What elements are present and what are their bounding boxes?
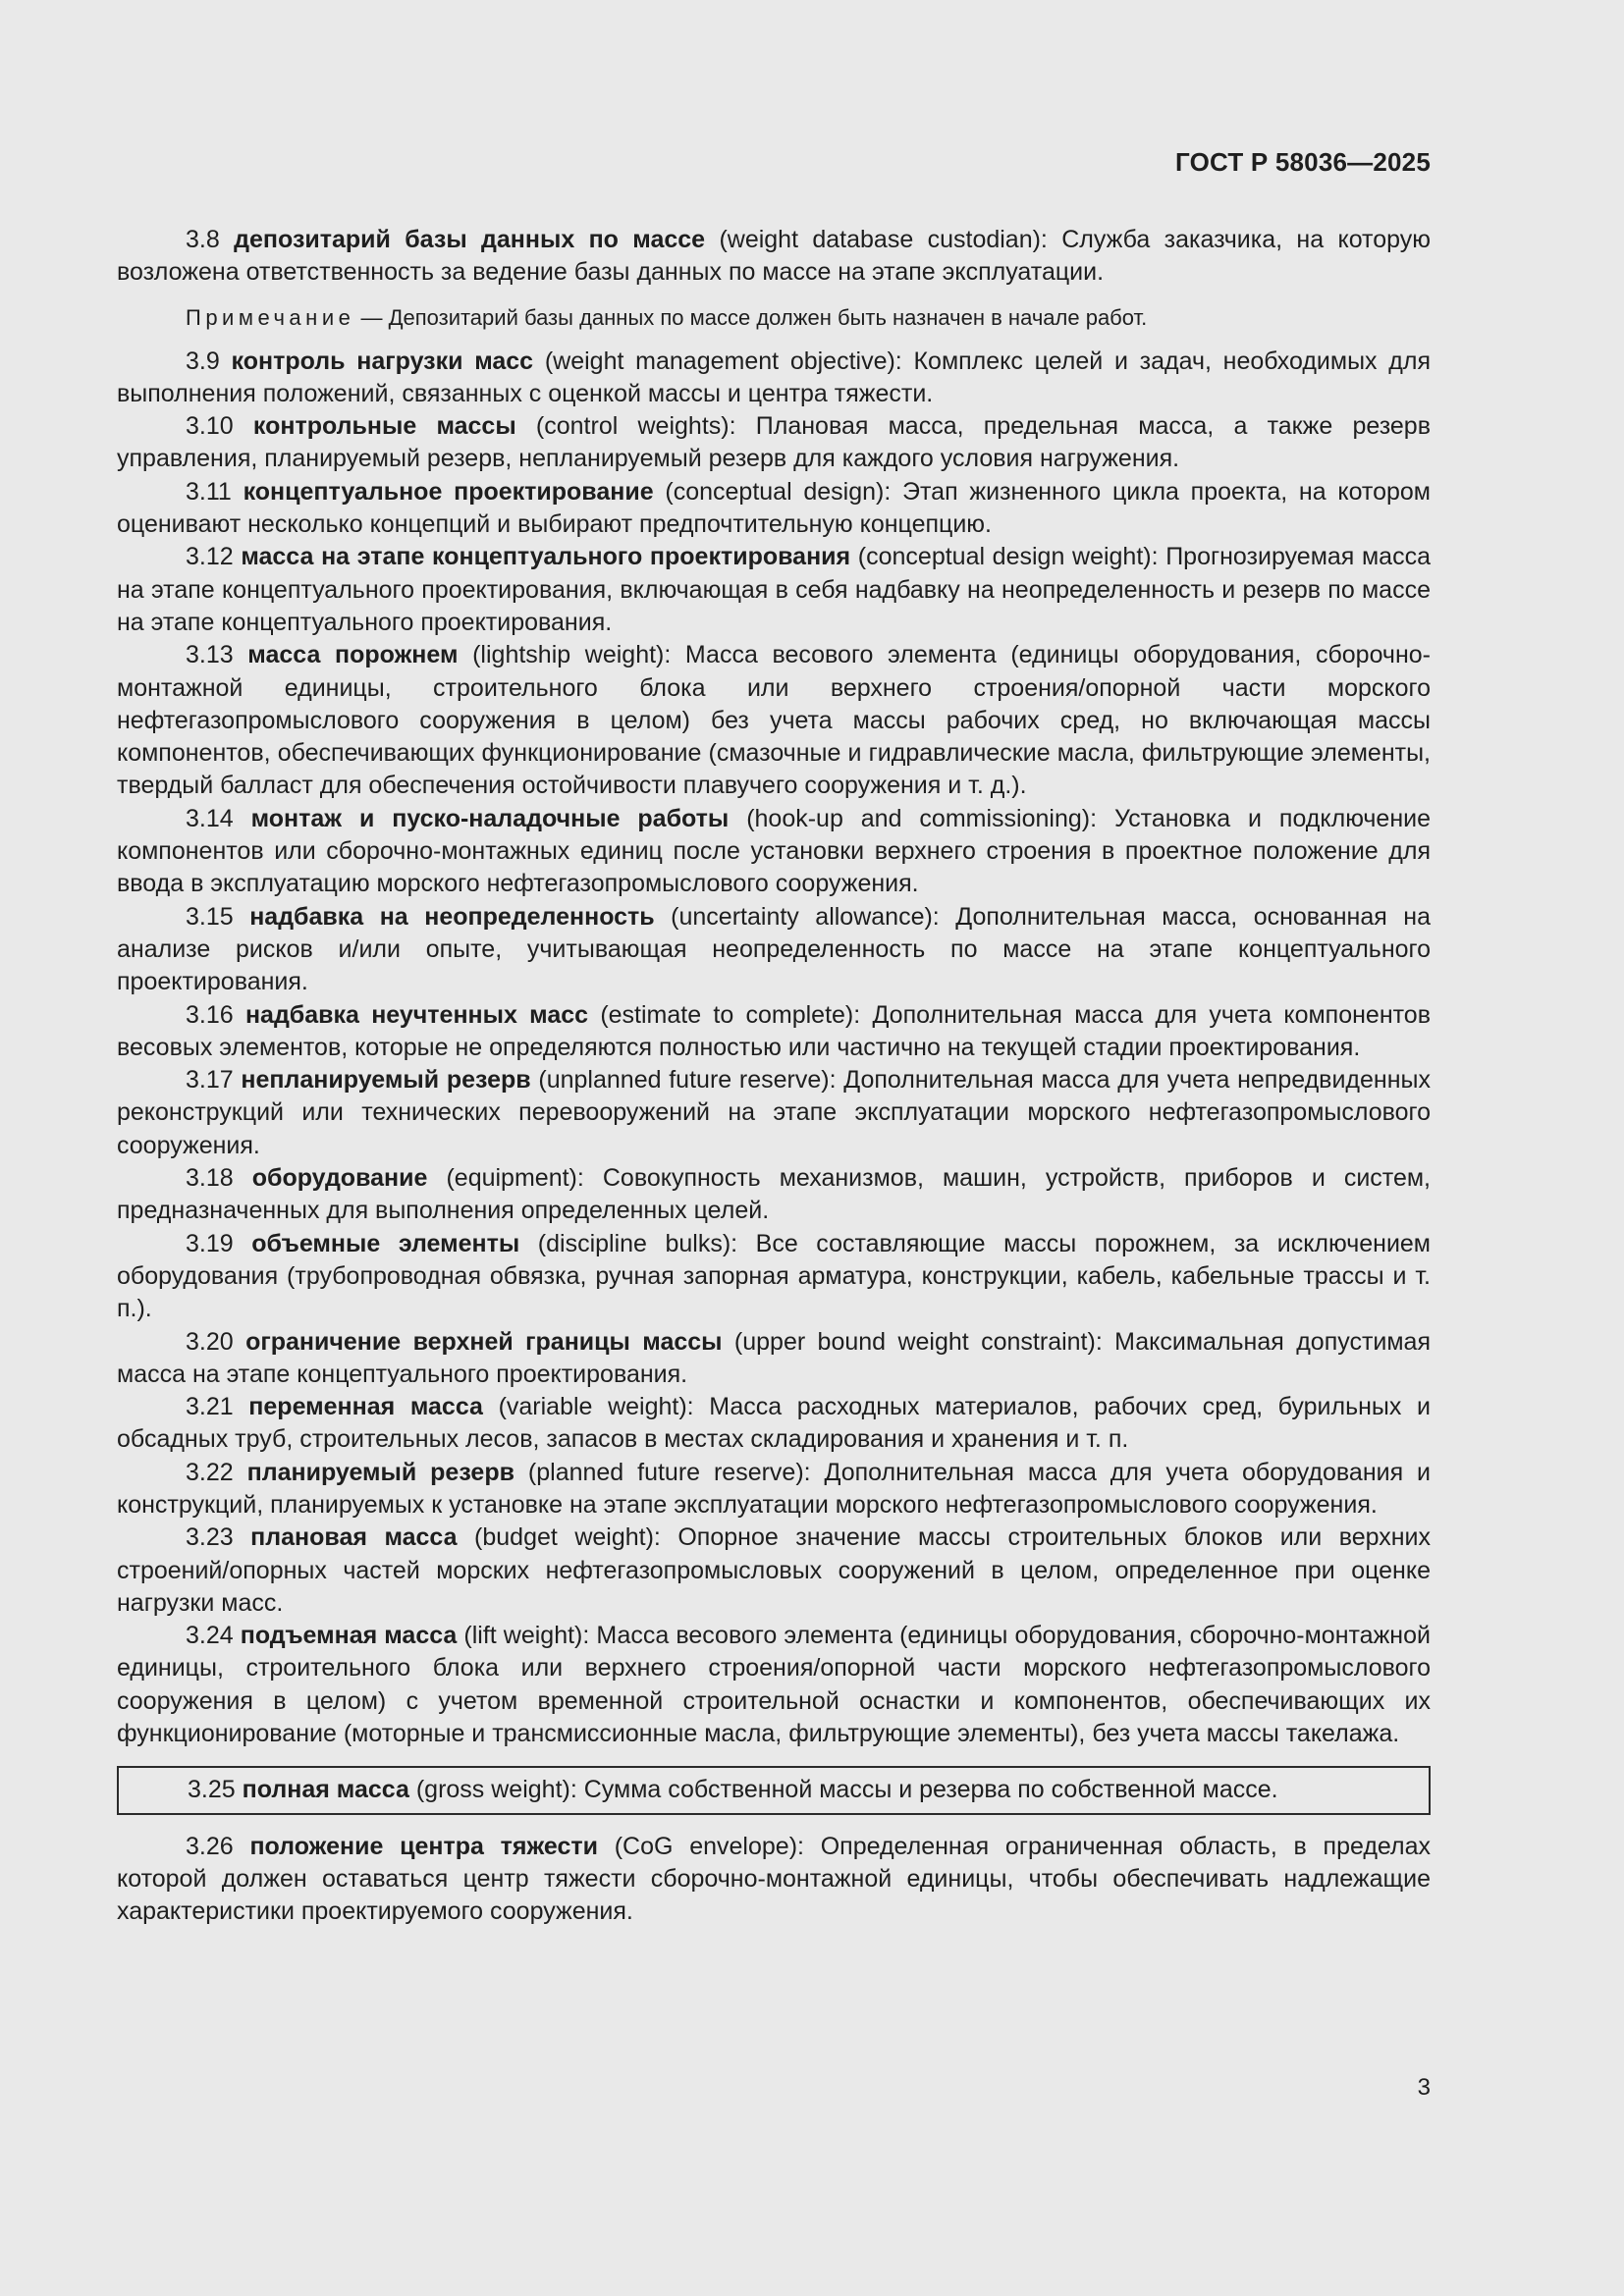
term-number: 3.14 xyxy=(186,804,234,832)
term-3-21 xyxy=(117,1391,1431,1457)
term-definition: (unplanned future reserve): Дополнительная масса для учета непредвиденных реконструкций или технических перевооружений на этапе эксплуатации морского нефтегазопромыслового сооружения. xyxy=(117,1066,1431,1159)
note-text: — Депозитарий базы данных по массе должен быть назначен в начале работ. xyxy=(354,304,1148,330)
term-definition: (planned future reserve): Дополнительная масса для учета оборудования и конструкций, планируемых к установке на этапе эксплуатации морского нефтегазопромыслового сооружения. xyxy=(117,1458,1432,1519)
term-number: 3.25 xyxy=(188,1776,236,1804)
term-number: 3.11 xyxy=(186,477,232,506)
term-number: 3.26 xyxy=(186,1832,234,1860)
term-definition: (conceptual design): Этап жизненного цикла проекта, на котором оценивают несколько концепций и выбирают предпочтительную концепцию. xyxy=(117,477,1431,539)
term-number: 3.21 xyxy=(186,1393,234,1421)
term-title: депозитарий базы данных по массе xyxy=(234,226,706,253)
term-3-10 xyxy=(117,410,1431,476)
term-title: масса порожнем xyxy=(247,641,459,669)
term-definition: (conceptual design weight): Прогнозируемая масса на этапе концептуального проектирования, включающая в себя надбавку на неопределенность и резерв по массе на этапе концептуального проектирования. xyxy=(117,543,1431,636)
term-3-11 xyxy=(117,476,1431,542)
term-3-25 xyxy=(119,1774,1415,1806)
term-title: надбавка неучтенных масс xyxy=(244,1000,589,1029)
term-3-16 xyxy=(117,999,1431,1065)
term-title: масса на этапе концептуального проектирования xyxy=(241,543,851,571)
term-title: объемные элементы xyxy=(251,1229,520,1257)
term-title: концептуальное проектирование xyxy=(243,477,654,506)
term-title: оборудование xyxy=(251,1164,428,1193)
term-definition: (discipline bulks): Все составляющие массы порожнем, за исключением оборудования (трубопроводная обвязка, ручная запорная арматура, конструкции, кабель, кабельные трассы и т. п.). xyxy=(117,1229,1431,1323)
term-definition: (weight management objective): Комплекс целей и задач, необходимых для выполнения положений, связанных с оценкой массы и центра тяжести. xyxy=(117,347,1431,407)
term-number: 3.12 xyxy=(186,543,234,571)
term-definition: (upper bound weight constraint): Максимальная допустимая масса на этапе концептуального проектирования. xyxy=(117,1327,1431,1388)
term-3-17 xyxy=(117,1064,1431,1162)
note xyxy=(117,301,1431,334)
standard-id: ГОСТ Р 58036—2025 xyxy=(1175,147,1431,177)
term-number: 3.13 xyxy=(186,641,234,669)
term-number: 3.8 xyxy=(186,226,220,253)
term-number: 3.19 xyxy=(186,1229,234,1257)
term-title: положение центра тяжести xyxy=(249,1832,598,1860)
term-number: 3.18 xyxy=(186,1164,234,1193)
term-definition: (lightship weight): Масса весового элемента (единицы оборудования, сборочно-монтажной единицы, строительного блока или верхнего строения/опорной части морского нефтегазопромыслового сооружения в целом) без учета массы рабочих сред, но включающая массы компонентов, обеспечивающих функционирование (смазочные и гидравлические масла, фильтрующие элементы, твердый балласт для обеспечения остойчивости плавучего сооружения и т. д.). xyxy=(117,641,1431,800)
term-title: непланируемый резерв xyxy=(241,1066,531,1095)
terms-section xyxy=(117,224,1431,1929)
term-number: 3.23 xyxy=(186,1523,234,1552)
term-number: 3.10 xyxy=(186,412,234,441)
term-3-18 xyxy=(117,1162,1431,1228)
term-definition: (hook-up and commissioning): Установка и подключение компонентов или сборочно-монтажных единиц после установки верхнего строения в проектное положение для ввода в эксплуатацию морского нефтегазопромыслового сооружения. xyxy=(117,804,1432,898)
term-3-14 xyxy=(117,803,1431,901)
term-3-20 xyxy=(117,1326,1431,1392)
term-number: 3.20 xyxy=(186,1327,234,1356)
term-number: 3.17 xyxy=(186,1066,234,1095)
term-title: планируемый резерв xyxy=(246,1458,514,1486)
term-definition: (gross weight): Сумма собственной массы и резерва по собственной массе. xyxy=(415,1776,1278,1804)
term-title: переменная масса xyxy=(248,1393,483,1421)
term-number: 3.22 xyxy=(186,1458,234,1486)
term-3-19 xyxy=(117,1228,1431,1326)
term-title: монтаж и пуско-наладочные работы xyxy=(250,804,730,832)
term-definition: (uncertainty allowance): Дополнительная масса, основанная на анализе рисков и/или опыте, учитывающая неопределенность по массе на этапе концептуального проектирования. xyxy=(117,902,1431,996)
note-label: Примечание xyxy=(186,304,355,330)
term-3-9 xyxy=(117,346,1431,411)
term-definition: (estimate to complete): Дополнительная масса для учета компонентов весовых элементов, которые не определяются полностью или частично на текущей стадии проектирования. xyxy=(117,1000,1431,1061)
term-title: ограничение верхней границы массы xyxy=(245,1327,723,1356)
term-3-13 xyxy=(117,639,1431,802)
term-3-15 xyxy=(117,901,1431,999)
term-title: контроль нагрузки масс xyxy=(231,347,534,375)
term-definition: (weight database custodian): Служба заказчика, на которую возложена ответственность за ведение базы данных по массе на этапе эксплуатации. xyxy=(117,226,1431,287)
term-3-22 xyxy=(117,1457,1431,1522)
term-number: 3.16 xyxy=(186,1000,234,1029)
term-title: надбавка на неопределенность xyxy=(249,902,655,931)
term-definition: (control weights): Плановая масса, предельная масса, а также резерв управления, планируемый резерв, непланируемый резерв для каждого условия нагружения. xyxy=(117,412,1431,473)
term-title: плановая масса xyxy=(250,1523,458,1552)
term-title: контрольные массы xyxy=(252,412,516,441)
term-title: полная масса xyxy=(242,1776,409,1804)
term-definition: (lift weight): Масса весового элемента (единицы оборудования, сборочно-монтажной единицы, строительного блока или верхнего строения/опорной части морского нефтегазопромыслового сооружения в целом) с учетом временной строительной оснастки и компонентов, обеспечивающих их функционирование (моторные и трансмиссионные масла, фильтрующие элементы), без учета массы такелажа. xyxy=(117,1622,1431,1748)
term-3-8 xyxy=(117,224,1431,290)
term-3-23 xyxy=(117,1522,1431,1620)
term-number: 3.15 xyxy=(186,902,234,931)
term-definition: (variable weight): Масса расходных материалов, рабочих сред, бурильных и обсадных труб, строительных лесов, запасов в местах складирования и хранения и т. п. xyxy=(117,1393,1431,1454)
term-3-12 xyxy=(117,541,1431,639)
term-title: подъемная масса xyxy=(240,1622,458,1650)
term-number: 3.9 xyxy=(186,347,220,375)
term-definition: (CoG envelope): Определенная ограниченная область, в пределах которой должен оставаться центр тяжести сборочно-монтажной единицы, чтобы обеспечивать надлежащие характеристики проектируемого сооружения. xyxy=(117,1832,1431,1926)
term-number: 3.24 xyxy=(186,1622,234,1650)
term-definition: (budget weight): Опорное значение массы строительных блоков или верхних строений/опорных частей морских нефтегазопромысловых сооружений в целом, определенное при оценке нагрузки масс. xyxy=(117,1523,1432,1617)
term-3-24 xyxy=(117,1620,1431,1750)
page-number: 3 xyxy=(1417,2074,1431,2101)
term-3-26 xyxy=(117,1831,1431,1929)
term-definition: (equipment): Совокупность механизмов, машин, устройств, приборов и систем, предназначенных для выполнения определенных целей. xyxy=(117,1164,1432,1225)
boxed-term xyxy=(117,1766,1431,1814)
